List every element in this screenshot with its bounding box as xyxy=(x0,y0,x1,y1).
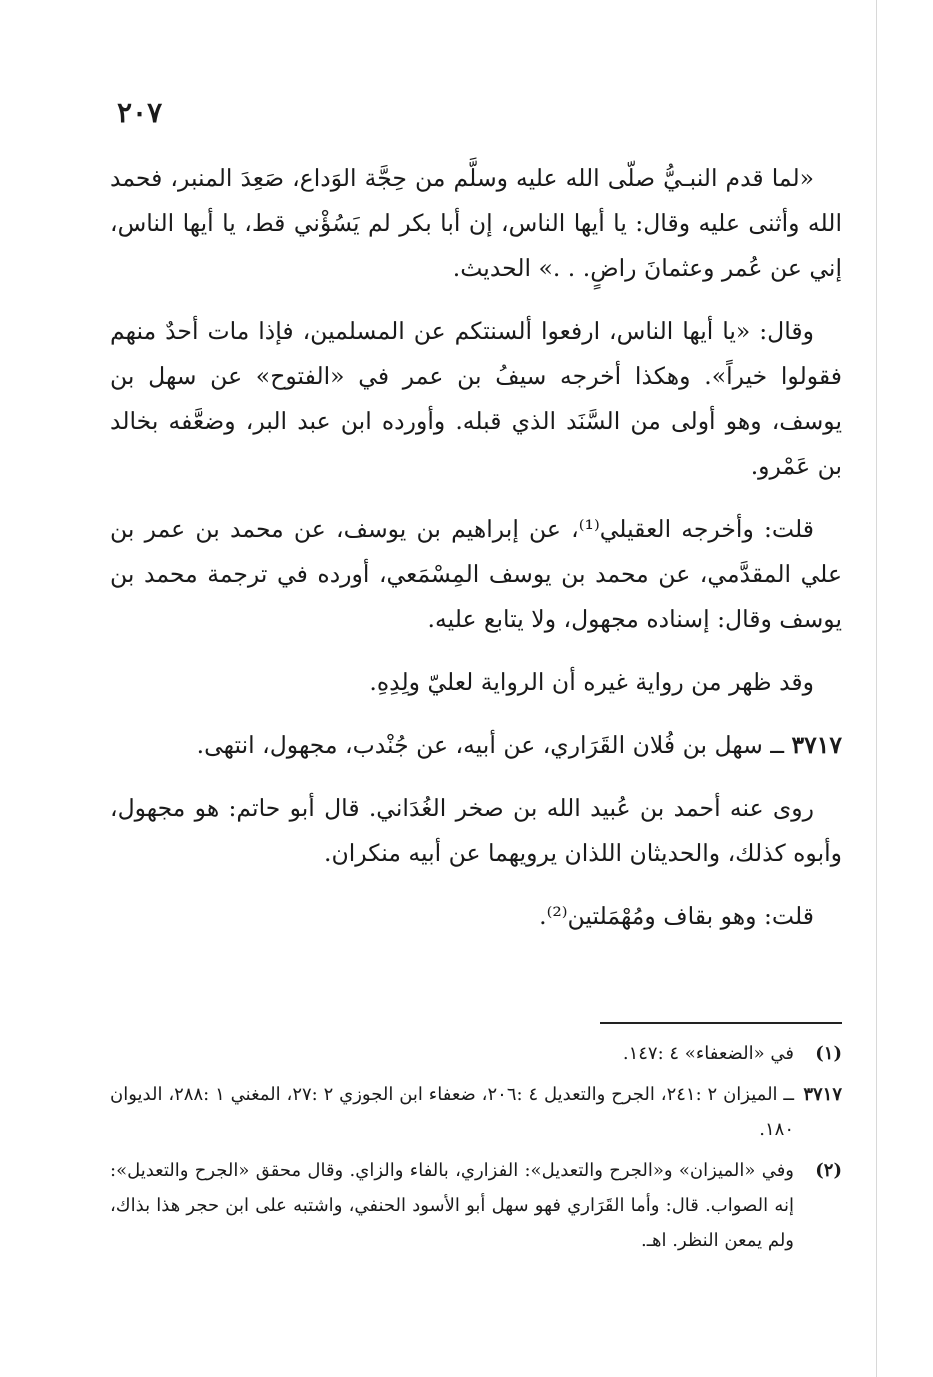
footnote xyxy=(110,1036,842,1071)
paragraph: قلت: وهو بقاف ومُهْمَلتين⁽²⁾. xyxy=(539,902,814,930)
footnote-text: ــ الميزان ٢ :٢٤١، الجرح والتعديل ٤ :٢٠٦، ضعفاء ابن الجوزي ٢ :٢٧، المغني ١ :٢٨٨، الديوان ١٨٠. xyxy=(110,1084,794,1140)
paragraph: «لما قدم النبـيُّ صلّى الله عليه وسلَّم من حِجَّة الوَداع، صَعِدَ المنبر، فحمد الله وأثنى عليه وقال: يا أيها الناس، إن أبا بكر لم يَسُؤْني قط، يا أيها الناس، إني عن عُمر وعثمانَ راضٍ. . .» الحديث. xyxy=(110,164,842,282)
entry-number: ٣٧١٧ xyxy=(791,731,842,759)
entry-heading xyxy=(110,723,842,768)
paragraph: قلت: وأخرجه العقيلي⁽¹⁾، عن إبراهيم بن يوسف، عن محمد بن عمر بن علي المقدَّمي، عن محمد بن يوسف المِسْمَعي، أورده في ترجمة محمد بن يوسف وقال: إسناده مجهول، ولا يتابع عليه. xyxy=(110,515,842,633)
footnote-mark: ٣٧١٧ xyxy=(803,1084,842,1105)
paragraph: روى عنه أحمد بن عُبيد الله بن صخر الغُدَاني. قال أبو حاتم: هو مجهول، وأبوه كذلك، والحديثان اللذان يرويهما عن أبيه منكران. xyxy=(110,794,842,867)
footnote xyxy=(110,1077,842,1147)
page-edge xyxy=(876,0,877,1377)
footnotes xyxy=(110,1036,842,1264)
footnote xyxy=(110,1153,842,1258)
footnote-text: في «الضعفاء» ٤ :١٤٧. xyxy=(622,1043,794,1064)
main-text xyxy=(110,156,842,957)
page-number: ٢٠٧ xyxy=(117,96,163,129)
entry-text: ــ سهل بن فُلان القَرَاري، عن أبيه، عن جُنْدب، مجهول، انتهى. xyxy=(196,731,792,759)
paragraph: وقد ظهر من رواية غيره أن الرواية لعليّ ولِدِهِ. xyxy=(369,668,814,696)
paragraph: وقال: «يا أيها الناس، ارفعوا ألسنتكم عن المسلمين، فإذا مات أحدٌ منهم فقولوا خيراً». وهكذا أخرجه سيفُ بن عمر في «الفتوح» عن سهل بن يوسف، وهو أولى من السَّنَد الذي قبله. وأورده ابن عبد البر، وضعَّفه بخالد بن عَمْرو. xyxy=(110,317,842,480)
footnote-divider xyxy=(600,1022,842,1024)
footnote-text: وفي «الميزان» و«الجرح والتعديل»: الفزاري، بالفاء والزاي. وقال محقق «الجرح والتعديل»: إنه الصواب. قال: وأما القَرَاري فهو سهل أبو الأسود الحنفي، واشتبه على ابن حجر هذا بذاك، ولم يمعن النظر. اهـ. xyxy=(110,1160,794,1251)
footnote-mark: (١) xyxy=(815,1043,842,1064)
footnote-mark: (٢) xyxy=(815,1160,842,1181)
